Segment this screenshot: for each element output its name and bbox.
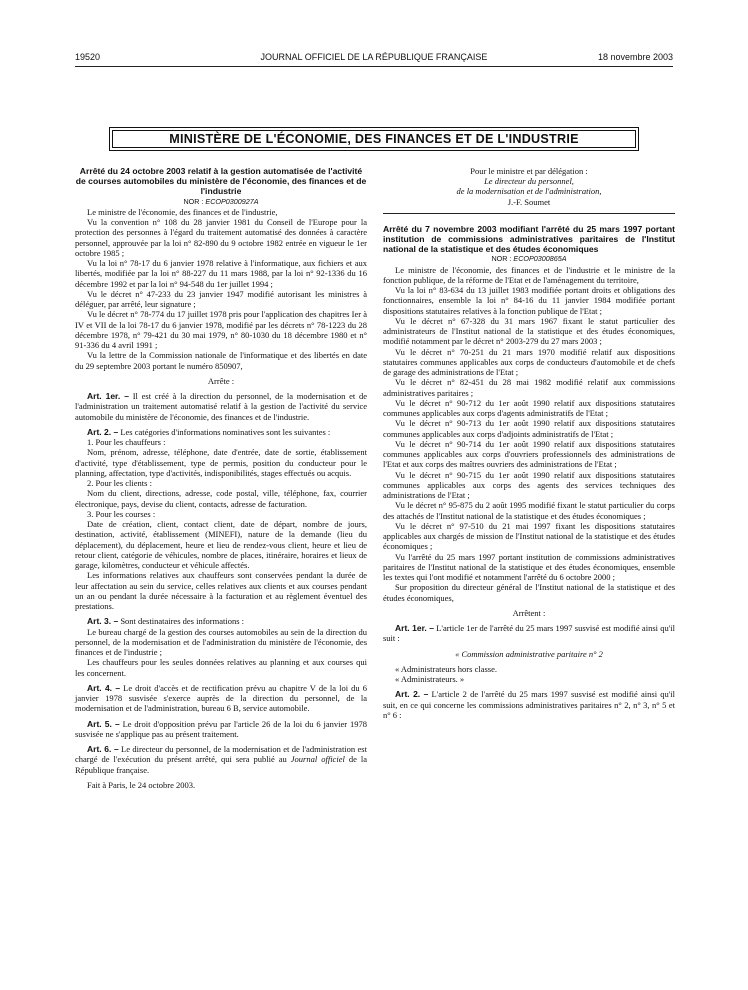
paragraph: 2. Pour les clients : [87,478,152,489]
done-at: Fait à Paris, le 24 octobre 2003. [87,779,196,790]
paragraph: Vu le décret n° 90-715 du 1er août 1990 relatif aux dispositions statutaires communes applicables aux corps des agents des services techniques des administrations de l'Etat ; [383,469,675,501]
decree-divider [383,213,675,214]
article-5: Art. 5. – Le droit d'opposition prévu par l'article 26 de la loi du 6 janvier 1978 susvisée ne s'applique pas au présent traitement. [75,718,367,739]
right-column [383,166,675,720]
paragraph: Vu le décret n° 97-510 du 21 mai 1997 fixant les dispositions statutaires applicables aux chargés de mission de l'Institut national de la statistique et des études économiques ; [383,520,675,552]
paragraph: Le ministre de l'économie, des finances et de l'industrie, [87,206,278,217]
article-2: Art. 2. – L'article 2 de l'arrêté du 25 mars 1997 susvisé est modifié ainsi qu'il suit, en ce qui concerne les commissions administratives paritaires n° 2, n° 3, n° 5 et n° 6 : [383,689,675,720]
arrete-heading: Arrête : [207,375,235,386]
paragraph: Vu le décret n° 47-233 du 23 janvier 1947 modifié autorisant les ministres à déléguer, par arrêté, leur signature ; [75,288,367,310]
header-rule [75,66,673,67]
paragraph: Nom du client, directions, adresse, code postal, ville, téléphone, fax, courrier électronique, pays, devise du client, contacts, adresse de facturation. [75,488,367,509]
article-4: Art. 4. – Le droit d'accès et de rectification prévu au chapitre V de la loi du 6 janvier 1978 susvisée s'exerce auprès de la direction du personnel, de la modernisation et de l'administration, bureau 6 B, service automobile. [75,682,368,714]
signature-block: Pour le ministre et par délégation : Le directeur du personnel, de la modernisation et de l'administration, J.-F. Soumet [456,166,602,207]
paragraph: 1. Pour les chauffeurs : [87,437,166,448]
paragraph: Vu la convention n° 108 du 28 janvier 1981 du Conseil de l'Europe pour la protection des personnes à l'égard du traitement automatisé des données à caractère personnel, approuvée par la loi n° 82-890 du 9 octobre 1982 entrée en vigueur le 1er octobre 1985 ; [75,217,367,258]
running-header [75,52,673,66]
article-6: Art. 6. – Le directeur du personnel, de la modernisation et de l'administration est chargé de l'exécution du présent arrêté, qui sera publié au Journal officiel de la République française. [75,744,367,775]
article-2: Art. 2. – Les catégories d'informations nominatives sont les suivantes : [87,426,331,437]
ministry-box [109,127,639,151]
article-1: Art. 1er. – Il est créé à la direction du personnel, de la modernisation et de l'administration un traitement automatisé relatif à la gestion de l'activité du service automobile du ministère de l'économie, des finances et de l'industrie. [75,391,368,422]
left-column [75,166,367,790]
article-3: Art. 3. – Sont destinataires des informations : [87,616,245,627]
paragraph: Vu la lettre de la Commission nationale de l'informatique et des libertés en date du 29 septembre 2003 portant le numéro 850907, [75,350,367,371]
page-number: 19520 [75,52,101,62]
paragraph: Vu le décret n° 67-328 du 31 mars 1967 fixant le statut particulier des administrateurs de l'Institut national de la statistique et des études économiques, modifié notamment par le décret n° 2003-279 du 27 mars 2003 ; [383,315,675,347]
paragraph: Vu le décret n° 90-712 du 1er août 1990 relatif aux dispositions statutaires communes applicables aux corps d'agents administratifs de l'Etat ; [383,397,675,419]
quoted-line: « Administrateurs hors classe. [395,663,497,674]
paragraph: Vu le décret n° 70-251 du 21 mars 1970 modifié relatif aux dispositions statutaires communes applicables aux corps de conducteurs d'automobile et de chefs de garage des administrations de l'Etat ; [383,346,675,378]
article-1: Art. 1er. – L'article 1er de l'arrêté du 25 mars 1997 susvisé est modifié ainsi qu'il suit : [383,623,675,644]
paragraph: Vu le décret n° 95-875 du 2 août 1995 modifié fixant le statut particulier du corps des attachés de l'Institut national de la statistique et des études économiques ; [383,500,675,521]
paragraph: Vu le décret n° 78-774 du 17 juillet 1978 pris pour l'application des chapitres Ier à IV et VII de la loi 78-17 du 6 janvier 1978, modifié par les décrets n° 78-1223 du 28 décembre 1978, n° 79-421 du 30 mai 1979, n° 80-1030 du 18 décembre 1980 et n° 91-336 du 4 avril 1991 ; [75,309,367,351]
quoted-line: « Administrateurs. » [395,674,465,685]
paragraph: Les chauffeurs pour les seules données relatives au planning et aux courses qui les concernent. [75,657,367,678]
decree-title: Arrêté du 24 octobre 2003 relatif à la gestion automatisée de l'activité de courses automobiles du ministère de l'économie, des finances et de l'industrie [75,166,367,197]
arretent-heading: Arrêtent : [512,607,546,618]
nor-reference: NOR : ECOP0300865A [491,254,567,264]
decree-title: Arrêté du 7 novembre 2003 modifiant l'arrêté du 25 mars 1997 portant institution de commissions administratives paritaires de l'Institut national de la statistique et des études économiques [383,223,675,255]
nor-reference: NOR : ECOP0300927A [183,196,259,206]
paragraph: Le ministre de l'économie, des finances et de l'industrie et le ministre de la fonction publique, de la réforme de l'Etat et de l'aménagement du territoire, [383,264,675,285]
paragraph: Date de création, client, contact client, date de départ, nombre de jours, destination, activité, établissement (MINEFI), nature de la demande (lieu du déplacement), du déplacement, heure et lieu de rendez-vous client, heure et lieu de retour client, catégorie de véhicules, nombre de places, itinéraire, horaires et lieux de garage, kilomètres, conducteur et véhicule affectés. [75,519,367,571]
paragraph: Vu le décret n° 82-451 du 28 mai 1982 modifié relatif aux commissions administratives paritaires ; [383,377,675,398]
paragraph: Vu la loi n° 78-17 du 6 janvier 1978 relative à l'informatique, aux fichiers et aux libertés, modifiée par la loi n° 88-227 du 11 mars 1988, par la loi n° 92-1336 du 16 décembre 1992 et par la loi n° 94-548 du 1er juillet 1994 ; [75,258,367,289]
paragraph: Le bureau chargé de la gestion des courses automobiles au sein de la direction du personnel, de la modernisation et de l'administration du ministère de l'économie, des finances et de l'industrie ; [75,626,367,658]
quoted-heading: « Commission administrative paritaire n° 2 [455,648,603,659]
issue-date: 18 novembre 2003 [597,52,673,62]
paragraph: Les informations relatives aux chauffeurs sont conservées pendant la durée de leur affectation au sein du service, celles relatives aux clients et aux courses pendant un an ou pendant la durée nécessaire à la facturation et au règlement éventuel des prestations. [75,570,367,612]
paragraph: Vu le décret n° 90-713 du 1er août 1990 relatif aux dispositions statutaires communes applicables aux corps d'adjoints administratifs de l'Etat ; [383,418,675,439]
journal-title: JOURNAL OFFICIEL DE LA RÉPUBLIQUE FRANÇAISE [260,52,488,62]
paragraph: Sur proposition du directeur général de l'Institut national de la statistique et des études économiques, [383,582,675,603]
ministry-heading: MINISTÈRE DE L'ÉCONOMIE, DES FINANCES ET DE L'INDUSTRIE [112,130,636,148]
paragraph: 3. Pour les courses : [87,508,156,519]
paragraph: Vu le décret n° 90-714 du 1er août 1990 relatif aux dispositions statutaires communes applicables aux corps d'ouvriers professionnels des administrations de l'Etat et aux corps des maîtres ouvriers des administrations de l'Etat ; [383,438,675,470]
paragraph: Vu l'arrêté du 25 mars 1997 portant institution de commissions administratives paritaires de l'Institut national de la statistique et des études économiques, ensemble les textes qui l'ont modifié et notamment l'arrêté du 6 octobre 2000 ; [383,551,675,583]
paragraph: Nom, prénom, adresse, téléphone, date d'entrée, date de sortie, établissement d'activité, type d'établissement, type de permis, position du conducteur pour le planning, affectation, type d'activités, indisponibilités, stages effectués ou acquis. [75,447,367,478]
paragraph: Vu la loi n° 83-634 du 13 juillet 1983 modifiée portant droits et obligations des fonctionnaires, ensemble la loi n° 84-16 du 11 janvier 1984 modifiée portant dispositions statutaires relatives à la fonction publique de l'Etat ; [383,285,675,316]
